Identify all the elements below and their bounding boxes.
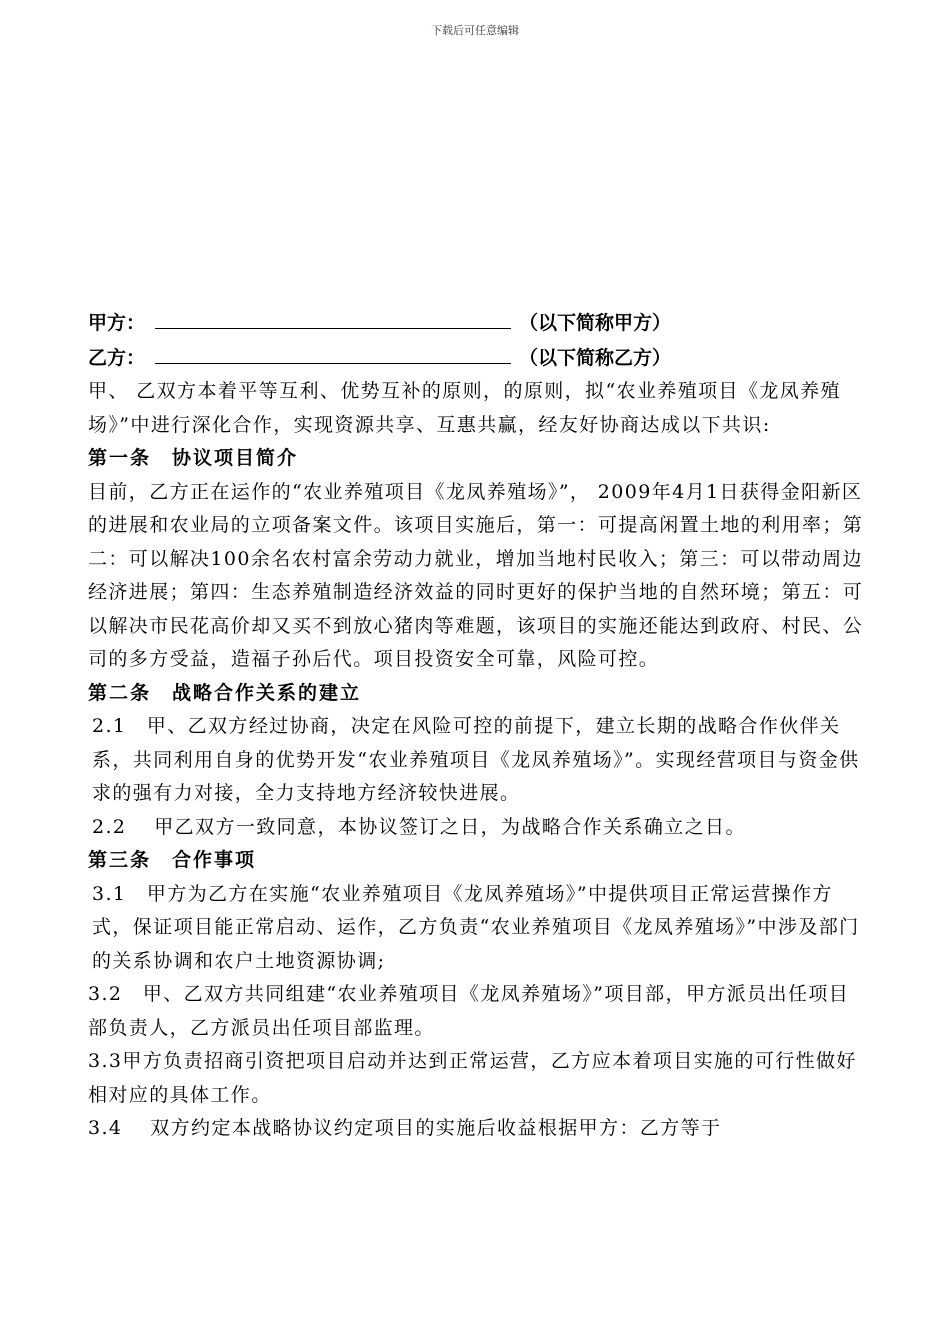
party-b-suffix: （以下简称乙方） <box>519 346 672 369</box>
article-3-title: 第三条 合作事项 <box>88 849 257 871</box>
clause-3-2: 3.2 甲、乙双方共同组建“农业养殖项目《龙凤养殖场》”项目部，甲方派员出任项目部负责人，乙方派员出任项目部监理。 <box>88 983 850 1039</box>
party-a-label: 甲方： <box>88 312 146 334</box>
preamble: 甲、 乙双方本着平等互利、优势互补的原则，的原则，拟“农业养殖项目《龙凤养殖场》”中进行深化合作，实现资源共享、互惠共赢，经友好协商达成以下共识: <box>88 380 841 436</box>
article-1-body: 目前，乙方正在运作的“农业养殖项目《龙凤养殖场》”， 2009年4月1日获得金阳新区的进展和农业局的立项备案文件。该项目实施后，第一：可提高闲置土地的利用率；第二：可以解决100余名农村富余劳动力就业，增加当地村民收入；第三：可以带动周边经济进展；第四：生态养殖制造经济效益的同时更好的保护当地的自然环境；第五：可以解决市民花高价却又买不到放心猪肉等难题，该项目的实施还能达到政府、村民、公司的多方受益，造福子孙后代。项目投资安全可靠，风险可控。 <box>88 480 864 670</box>
party-b-line <box>88 341 868 376</box>
party-a-blank <box>155 306 511 329</box>
party-b-label: 乙方： <box>88 346 146 369</box>
party-a-line <box>88 306 868 341</box>
clause-3-4: 3.4 双方约定本战略协议约定项目的实施后收益根据甲方：乙方等于 <box>88 1117 722 1139</box>
agreement-body <box>88 306 868 1146</box>
party-a-suffix: （以下简称甲方） <box>519 312 672 334</box>
article-1-title: 第一条 协议项目简介 <box>88 447 299 469</box>
clause-3-3: 3.3甲方负责招商引资把项目启动并达到正常运营，乙方应本着项目实施的可行性做好相对应的具体工作。 <box>88 1050 857 1106</box>
article-2-title: 第二条 战略合作关系的建立 <box>88 681 362 704</box>
page-header: 下载后可任意编辑 <box>431 24 519 37</box>
party-b-blank <box>155 341 511 364</box>
clause-2-2: 2.2 甲乙双方一致同意，本协议签订之日，为战略合作关系确立之日。 <box>92 815 746 838</box>
clause-2-1: 2.1 甲、乙双方经过协商，决定在风险可控的前提下，建立长期的战略合作伙伴关系，共同利用自身的优势开发“农业养殖项目《龙凤养殖场》”。实现经营项目与资金供求的强有力对接，全力支持地方经济较快进展。 <box>92 715 860 804</box>
clause-3-1: 3.1 甲方为乙方在实施“农业养殖项目《龙凤养殖场》”中提供项目正常运营操作方式，保证项目能正常启动、运作，乙方负责“农业养殖项目《龙凤养殖场》”中涉及部门的关系协调和农户土地资源协调; <box>92 882 860 972</box>
